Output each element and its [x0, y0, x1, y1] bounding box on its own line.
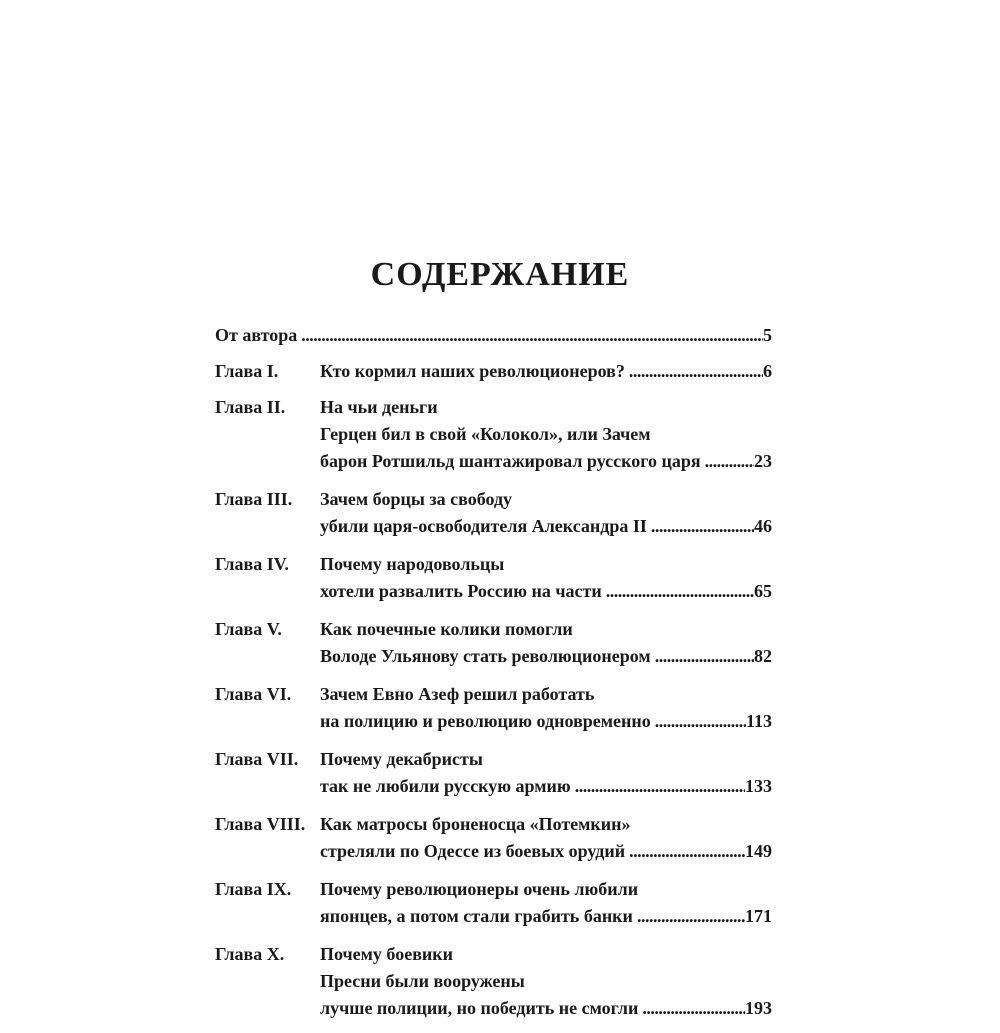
toc-entry-title-line: Зачем борцы за свободу [320, 489, 513, 509]
toc-entry-title-line: Почему декабристы [320, 749, 483, 769]
dot-leader [602, 578, 754, 605]
chapter-label: Глава III. [215, 489, 293, 509]
toc-entry-title-line: Пресни были вооружены [320, 971, 525, 991]
dot-leader [647, 513, 754, 540]
toc-page-number: 82 [754, 646, 772, 666]
toc-entry-body [320, 358, 772, 385]
chapter-label: Глава X. [215, 944, 285, 964]
toc-page-number: 6 [763, 361, 772, 381]
dot-leader [297, 322, 763, 349]
toc-entry-title-line: японцев, а потом стали грабить банки [320, 906, 633, 926]
toc-entry-chapter-2 [215, 394, 772, 475]
toc-entry-last-line [320, 358, 772, 385]
toc-entry-last-line [320, 578, 772, 605]
chapter-label: Глава VI. [215, 684, 292, 704]
toc-entry-title-line: хотели развалить Россию на части [320, 581, 602, 601]
toc-entry-title-line: Почему боевики [320, 944, 454, 964]
toc-entry-chapter-3 [215, 486, 772, 540]
toc-entry-body [320, 941, 772, 1022]
toc-entry-title-line: лучше полиции, но победить не смогли [320, 998, 639, 1018]
toc-page-number: 65 [754, 581, 772, 601]
toc-entry-title-line: стреляли по Одессе из боевых орудий [320, 841, 626, 861]
toc-entry-body [320, 681, 772, 735]
toc-entry-last-line [320, 643, 772, 670]
toc-page-number: 46 [754, 516, 772, 536]
toc-entry-title-line: так не любили русскую армию [320, 776, 571, 796]
dot-leader [651, 708, 746, 735]
toc-entry-author [215, 322, 772, 349]
toc-entry-title-line: Герцен бил в свой «Колокол», или Зачем [320, 424, 651, 444]
toc-entry-chapter-7 [215, 746, 772, 800]
toc-entry-last-line [320, 995, 772, 1022]
dot-leader [625, 838, 745, 865]
toc-entry-title: От автора [215, 325, 298, 345]
toc-page-number: 5 [763, 325, 772, 345]
toc-entry-body [320, 746, 772, 800]
toc-entry-title-line: убили царя-освободителя Александра II [320, 516, 647, 536]
toc-entry-chapter-10 [215, 941, 772, 1022]
dot-leader [638, 995, 745, 1022]
toc-entry-title-line: Как матросы броненосца «Потемкин» [320, 814, 631, 834]
toc-entry-last-line [215, 322, 772, 349]
toc-entry-title-line: Почему народовольцы [320, 554, 505, 574]
chapter-label: Глава IV. [215, 554, 289, 574]
dot-leader [571, 773, 745, 800]
chapter-label: Глава IX. [215, 879, 292, 899]
page-title: СОДЕРЖАНИЕ [370, 256, 630, 293]
toc-entry-chapter-9 [215, 876, 772, 930]
dot-leader [625, 358, 763, 385]
toc-entry-last-line [320, 448, 772, 475]
chapter-label: Глава VIII. [215, 814, 306, 834]
toc-page-number: 113 [745, 711, 772, 731]
toc-entry-body [215, 322, 772, 349]
toc-entry-chapter-8 [215, 811, 772, 865]
toc-entry-title-line: на полицию и революцию одновременно [320, 711, 651, 731]
toc-entry-title-line: Почему революционеры очень любили [320, 879, 639, 899]
dot-leader [633, 903, 745, 930]
toc-page-number: 23 [754, 451, 772, 471]
toc-entry-body [320, 876, 772, 930]
toc-page-number: 149 [745, 841, 772, 861]
toc-entry-body [320, 551, 772, 605]
toc-page-number: 171 [745, 906, 772, 926]
toc-entry-last-line [320, 513, 772, 540]
toc-entry-title-line: барон Ротшильд шантажировал русского царя [320, 451, 701, 471]
toc-entry-title-line: Кто кормил наших революционеров? [320, 361, 625, 381]
toc-page-number: 193 [745, 998, 772, 1018]
toc-entry-body [320, 811, 772, 865]
toc-entry-title-line: Как почечные колики помогли [320, 619, 573, 639]
toc-entry-title-line: На чьи деньги [320, 397, 438, 417]
toc-entry-last-line [320, 708, 772, 735]
toc-entry-chapter-1 [215, 358, 772, 385]
toc-entry-chapter-6 [215, 681, 772, 735]
toc-entry-body [320, 394, 772, 475]
toc-entry-body [320, 486, 772, 540]
toc-entry-last-line [320, 903, 772, 930]
toc-entry-chapter-4 [215, 551, 772, 605]
chapter-label: Глава V. [215, 619, 282, 639]
chapter-label: Глава I. [215, 361, 279, 381]
toc-entry-last-line [320, 773, 772, 800]
chapter-label: Глава II. [215, 397, 286, 417]
toc-entry-body [320, 616, 772, 670]
dot-leader [701, 448, 754, 475]
toc-entry-title-line: Зачем Евно Азеф решил работать [320, 684, 595, 704]
toc-page-number: 133 [745, 776, 772, 796]
dot-leader [651, 643, 754, 670]
toc-entry-last-line [320, 838, 772, 865]
chapter-label: Глава VII. [215, 749, 299, 769]
table-of-contents [215, 322, 772, 1033]
toc-entry-title-line: Володе Ульянову стать революционером [320, 646, 651, 666]
toc-entry-chapter-5 [215, 616, 772, 670]
